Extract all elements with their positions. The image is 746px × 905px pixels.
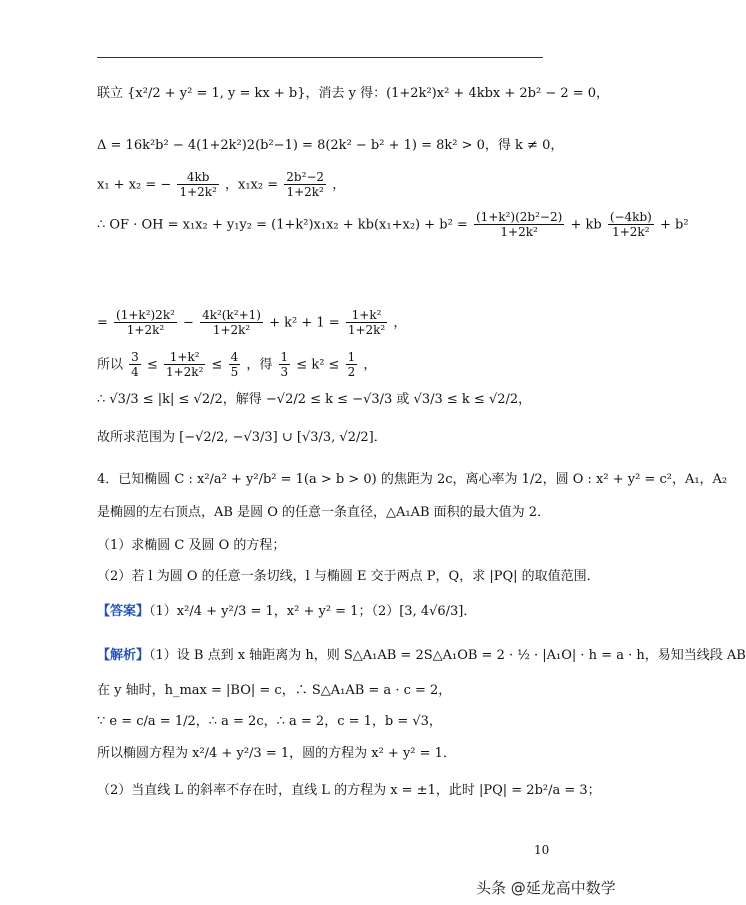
analysis-line5: （2）当直线 L 的斜率不存在时，直线 L 的方程为 x = ±1，此时 |PQ| = 2b²/a = 3； [97,783,601,798]
watermark: 头条 @延龙高中数学 [476,879,616,897]
fraction: $\frac{\text{1+k²}}{\text{1+2k²}}$ [165,350,204,380]
fraction: $\frac{1}{2}$ [347,350,356,380]
header-rule [97,57,543,58]
analysis-line2: 在 y 轴时，h_max = |BO| = c，∴ S△A₁AB = a · c = 2， [97,683,452,698]
question-4-part1: （1）求椭圆 C 及圆 O 的方程； [97,538,286,553]
line-result-range: 故所求范围为 [−√2/2, −√3/3] ∪ [√3/3, √2/2]． [97,430,387,445]
fraction: $\frac{3}{4}$ [131,350,139,380]
answer-tag: 【答案】 [97,604,150,619]
fraction: $\frac{(-4kb)}{\text{1+2k²}}$ [609,210,652,240]
line-inequality: 所以 $\frac{3}{4}$ ≤ $\frac{\text{1+k²}}{\text{1+2k²}}$ ≤ $\frac{4}{5}$ ，得 $\frac{1}{3}$ ≤ k² ≤ $\frac{1}{2}$ ， [97,350,377,380]
analysis-line4: 所以椭圆方程为 x²/4 + y²/3 = 1，圆的方程为 x² + y² = 1． [97,746,456,761]
line-simplify: = $\frac{\text{(1+k²)2k²}}{\text{1+2k²}}$ − $\frac{\text{4k²(k²+1)}}{\text{1+2k²}}$ + k² + 1 = $\frac{\text{1+k²}}{\text{1+2k²}}$ ， [97,308,407,338]
fraction: $\frac{\text{(1+k²)(2b²−2)}}{\text{1+2k²}}$ [475,210,563,240]
analysis-line1: 【解析】（1）设 B 点到 x 轴距离为 h，则 S△A₁AB = 2S△A₁OB = 2 · ½ · |A₁O| · h = a · h，易知当线段 AB [97,648,746,663]
analysis-tag: 【解析】 [97,648,150,663]
fraction: $\frac{4}{5}$ [230,350,239,380]
question-4-line1: 4．已知椭圆 C : x²/a² + y²/b² = 1(a > b > 0) 的焦距为 2c，离心率为 1/2，圆 O : x² + y² = c²，A₁，A₂ [97,472,728,487]
answer-line: 【答案】（1）x²/4 + y²/3 = 1，x² + y² = 1；（2）[3, 4√6/3]． [97,604,477,619]
question-4-part2: （2）若 l 为圆 O 的任意一条切线，l 与椭圆 E 交于两点 P，Q，求 |PQ| 的取值范围． [97,569,600,584]
fraction: $\frac{\text{4k²(k²+1)}}{\text{1+2k²}}$ [202,308,261,338]
line-simultaneous: 联立 {x²/2 + y² = 1, y = kx + b}，消去 y 得：(1+2k²)x² + 4kbx + 2b² − 2 = 0， [97,86,610,101]
fraction: $\frac{\text{1+k²}}{\text{1+2k²}}$ [347,308,386,338]
line-vieta: x₁ + x₂ = − $\frac{4kb}{\text{1+2k²}}$ ，x₁x₂ = $\frac{\text{2b²−2}}{\text{1+2k²}}$ ， [97,170,346,200]
page-number: 10 [534,843,550,857]
line-discriminant: Δ = 16k²b² − 4(1+2k²)2(b²−1) = 8(2k² − b² + 1) = 8k² > 0，得 k ≠ 0， [97,138,564,153]
question-4-line2: 是椭圆的左右顶点，AB 是圆 O 的任意一条直径，△A₁AB 面积的最大值为 2． [97,505,551,520]
fraction: $\frac{1}{3}$ [280,350,289,380]
fraction: $\frac{\text{(1+k²)2k²}}{\text{1+2k²}}$ [116,308,175,338]
fraction: $\frac{4kb}{\text{1+2k²}}$ [179,170,217,200]
line-k-range: ∴ √3/3 ≤ |k| ≤ √2/2，解得 −√2/2 ≤ k ≤ −√3/3 或 √3/3 ≤ k ≤ √2/2， [97,392,532,407]
line-dot-product: ∴ OF · OH = x₁x₂ + y₁y₂ = (1+k²)x₁x₂ + kb(x₁+x₂) + b² = $\frac{\text{(1+k²)(2b²−2)}}{\text{1+2k²}}$ + kb $\frac{(-4kb)}{\text{1+2k²}}$ + b² [97,210,689,240]
analysis-line3: ∵ e = c/a = 1/2，∴ a = 2c，∴ a = 2，c = 1，b = √3， [97,714,442,729]
fraction: $\frac{\text{2b²−2}}{\text{1+2k²}}$ [286,170,325,200]
